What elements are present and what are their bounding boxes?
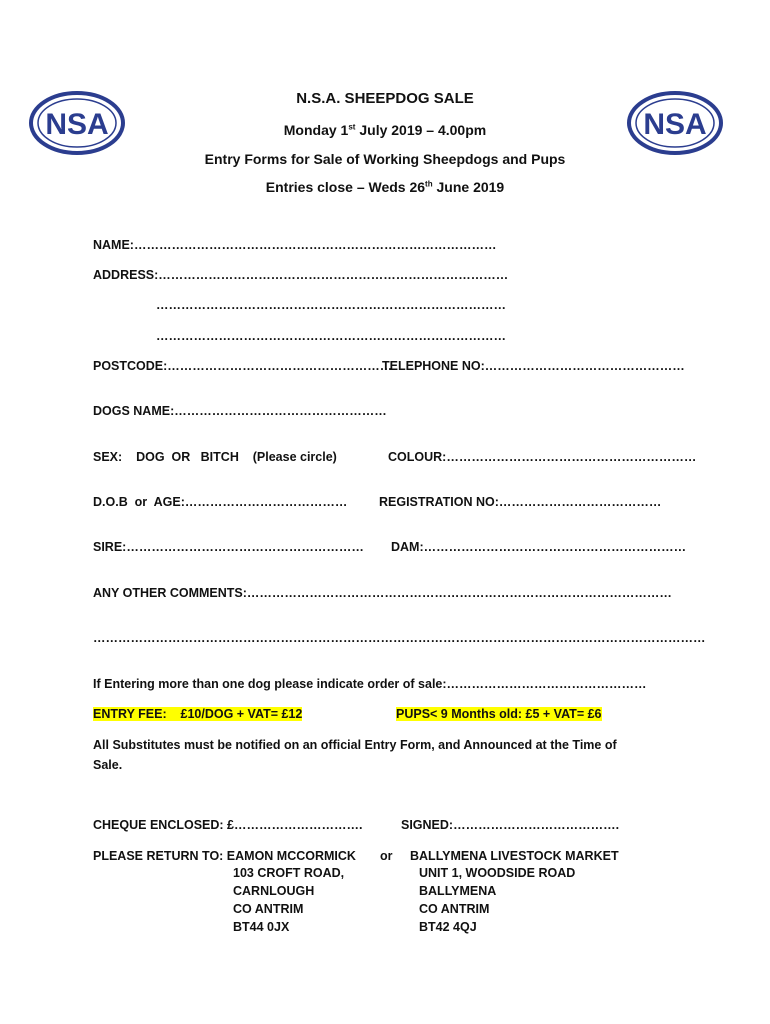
- address-a-line: 103 CROFT ROAD,: [233, 866, 345, 880]
- telephone-field[interactable]: TELEPHONE NO:…………………………………………: [382, 359, 685, 373]
- address-a-line: CO ANTRIM: [233, 902, 304, 916]
- dob-field[interactable]: D.O.B or AGE:…………………………………: [93, 495, 348, 509]
- dogs-name-field[interactable]: DOGS NAME:……………………………………………: [93, 404, 387, 418]
- subtitle: Entry Forms for Sale of Working Sheepdogs and Pups: [204, 151, 566, 167]
- cheque-field[interactable]: CHEQUE ENCLOSED: £………………………….: [93, 818, 363, 832]
- name-field[interactable]: NAME:……………………………………………………………………………: [93, 238, 497, 252]
- address-line-3[interactable]: …………………………………………………………………………: [156, 329, 506, 343]
- colour-field[interactable]: COLOUR:……………………………………………………: [388, 450, 697, 464]
- svg-text:NSA: NSA: [45, 108, 109, 141]
- comments-field[interactable]: ANY OTHER COMMENTS:…………………………………………………………………………………………: [93, 586, 672, 600]
- address-line-2[interactable]: …………………………………………………………………………: [156, 298, 506, 312]
- registration-field[interactable]: REGISTRATION NO:…………………………………: [379, 495, 662, 509]
- address-b-title: BALLYMENA LIVESTOCK MARKET: [410, 849, 619, 863]
- return-label: PLEASE RETURN TO: EAMON MCCORMICK: [93, 849, 356, 863]
- sale-date: Monday 1st July 2019 – 4.00pm: [283, 122, 487, 138]
- order-of-sale-field[interactable]: If Entering more than one dog please indicate order of sale:…………………………………………: [93, 677, 647, 691]
- address-b-line: BT42 4QJ: [419, 920, 477, 934]
- substitutes-notice-line-1: All Substitutes must be notified on an official Entry Form, and Announced at the Time of: [93, 738, 617, 752]
- substitutes-notice-line-2: Sale.: [93, 758, 123, 772]
- entry-fee: ENTRY FEE: £10/DOG + VAT= £12: [93, 707, 303, 721]
- dam-field[interactable]: DAM:………………………………………………………: [391, 540, 687, 554]
- page-title: N.S.A. SHEEPDOG SALE: [296, 90, 474, 107]
- address-a-line: BT44 0JX: [233, 920, 290, 934]
- address-b-line: UNIT 1, WOODSIDE ROAD: [419, 866, 576, 880]
- address-field[interactable]: ADDRESS:…………………………………………………………………………: [93, 268, 509, 282]
- address-a-line: CARNLOUGH: [233, 884, 315, 898]
- signed-field[interactable]: SIGNED:………………………………….: [401, 818, 620, 832]
- address-b-line: CO ANTRIM: [419, 902, 490, 916]
- or-label: or: [380, 849, 393, 863]
- sex-field[interactable]: SEX: DOG OR BITCH (Please circle): [93, 450, 337, 464]
- comments-line-2[interactable]: …………………………………………………………………………………………………………………………………: [93, 631, 706, 645]
- svg-text:NSA: NSA: [643, 108, 707, 141]
- postcode-field[interactable]: POSTCODE:………………………………………………: [93, 359, 393, 373]
- address-b-line: BALLYMENA: [419, 884, 497, 898]
- entries-close: Entries close – Weds 26th June 2019: [265, 179, 505, 195]
- pups-fee: PUPS< 9 Months old: £5 + VAT= £6: [396, 707, 602, 721]
- sire-field[interactable]: SIRE:…………………………………………………: [93, 540, 364, 554]
